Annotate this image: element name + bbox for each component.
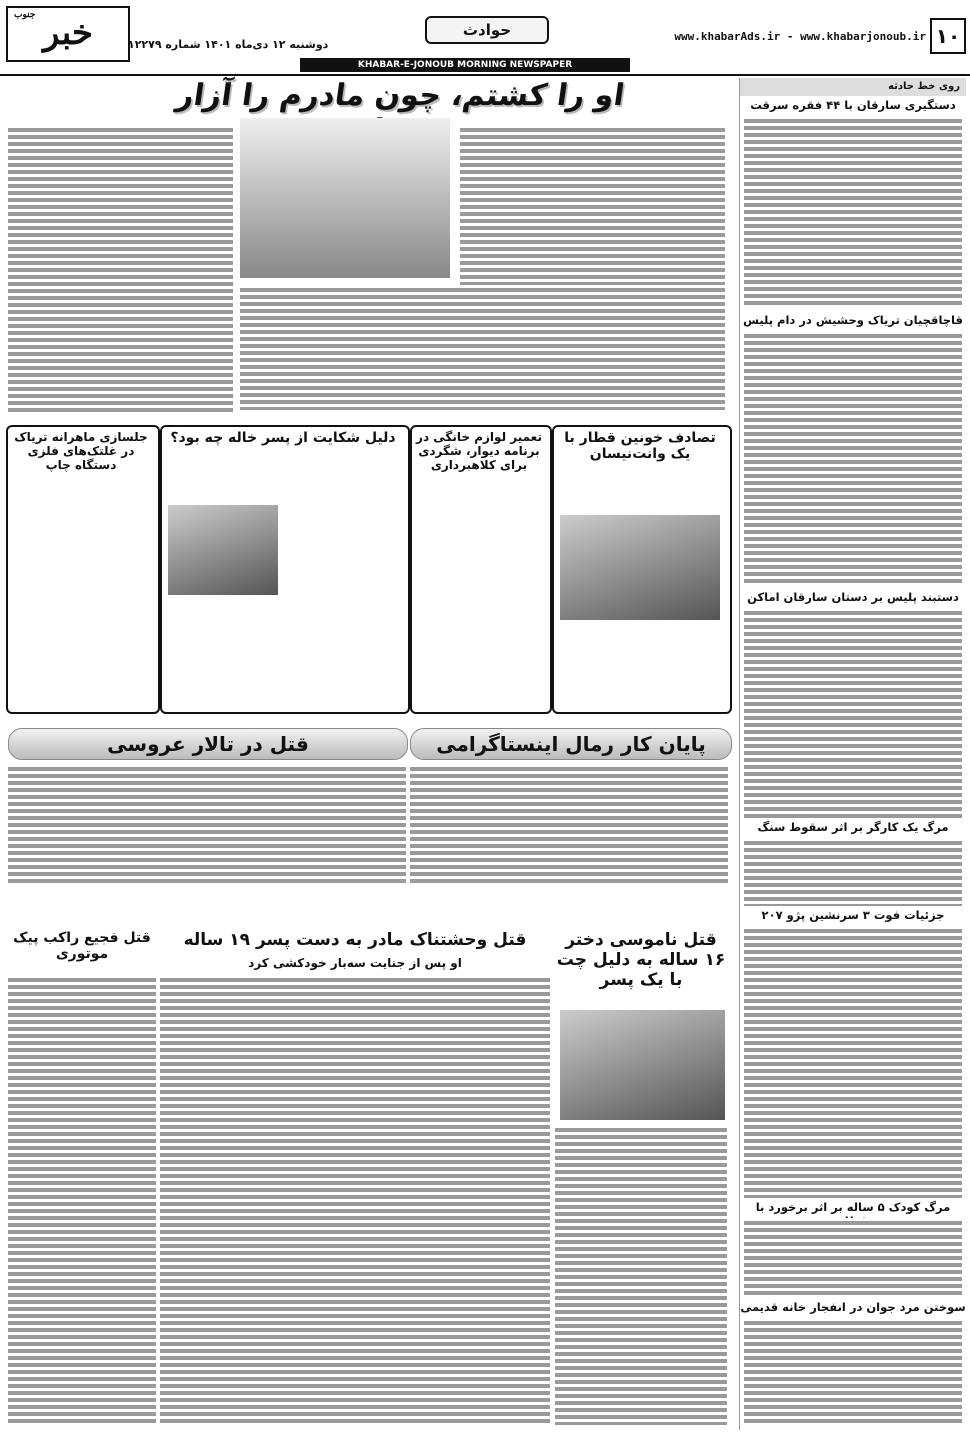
cousin-title: دلیل شکایت از پسر خاله چه بود؟ xyxy=(170,430,396,446)
rail-text-6 xyxy=(744,1218,962,1298)
rail-text-2 xyxy=(744,331,962,586)
opium-title: جلسازی ماهرانه تریاک در غلتک‌های فلزی دستگاه چاپ xyxy=(14,430,148,472)
courier-title: قتل فجیع راکب پیک موتوری xyxy=(13,930,151,962)
rail-tab: روی خط حادثه xyxy=(740,78,966,96)
page-header xyxy=(0,0,970,76)
lead-photo xyxy=(240,118,450,278)
mother-text xyxy=(160,975,550,1425)
newspaper-logo xyxy=(6,6,130,62)
lead-text-left xyxy=(8,125,233,415)
masthead: KHABAR-E-JONOUB MORNING NEWSPAPER xyxy=(300,58,630,72)
repair-title: تعمیر لوازم خانگی در برنامه دیوار، شگردی برای کلاهبرداری xyxy=(416,430,542,472)
mother-subtitle: او پس از جنایت سه‌بار خودکشی کرد xyxy=(248,956,462,970)
honor-text xyxy=(555,1125,727,1425)
rail-text-4 xyxy=(744,838,962,906)
train-title: تصادف خونین قطار با یک وانت‌نیسان xyxy=(564,430,716,462)
logo-sub: جنوب xyxy=(14,10,36,20)
rail-head-3: دستبند پلیس بر دستان سارقان اماکن xyxy=(747,590,959,604)
instagram-text xyxy=(410,764,728,884)
news-rail xyxy=(739,78,966,1430)
cousin-photo xyxy=(168,505,278,595)
wedding-text xyxy=(8,764,406,884)
rail-head-1: دستگیری سارقان با ۴۴ فقره سرقت xyxy=(750,98,956,112)
rail-head-2: قاچاقچیان تریاک وحشیش در دام پلیس xyxy=(743,313,963,327)
courier-text xyxy=(8,975,156,1425)
mother-title: قتل وحشتناک مادر به دست پسر ۱۹ ساله xyxy=(183,930,527,950)
banner-instagram: پایان کار رمال اینستاگرامی xyxy=(410,728,732,760)
rail-text-5 xyxy=(744,926,962,1198)
rail-text-1 xyxy=(744,116,962,306)
rail-text-3 xyxy=(744,608,962,818)
honor-photo xyxy=(560,1010,725,1120)
rail-head-5: جزئیات فوت ۳ سرنشین پژو ۲۰۷ xyxy=(761,908,945,922)
page-number: ۱۰ xyxy=(930,18,966,54)
lead-text-bottom xyxy=(240,285,725,410)
honor-title: قتل ناموسی دختر ۱۶ ساله به دلیل چت با یک پسر xyxy=(556,930,726,990)
lead-title: او را کشتم، چون مادرم را آزار xyxy=(174,78,627,113)
website-url[interactable]: www.khabarAds.ir - www.khabarjonoub.ir xyxy=(674,30,926,43)
rail-head-4: مرگ یک کارگر بر اثر سقوط سنگ xyxy=(757,820,949,834)
date-issue: دوشنبه ۱۲ دی‌ماه ۱۴۰۱ شماره ۱۲۲۷۹ xyxy=(128,38,329,51)
banner-wedding: قتل در تالار عروسی xyxy=(8,728,408,760)
train-photo xyxy=(560,515,720,620)
rail-head-7: سوختن مرد جوان در انفجار خانه قدیمی xyxy=(740,1300,966,1314)
rail-text-7 xyxy=(744,1318,962,1426)
rail-head-6: مرگ کودک ۵ ساله بر اثر برخورد با xyxy=(755,1200,951,1214)
section-title: حوادث xyxy=(425,16,549,44)
logo-text: خبر xyxy=(42,13,94,53)
